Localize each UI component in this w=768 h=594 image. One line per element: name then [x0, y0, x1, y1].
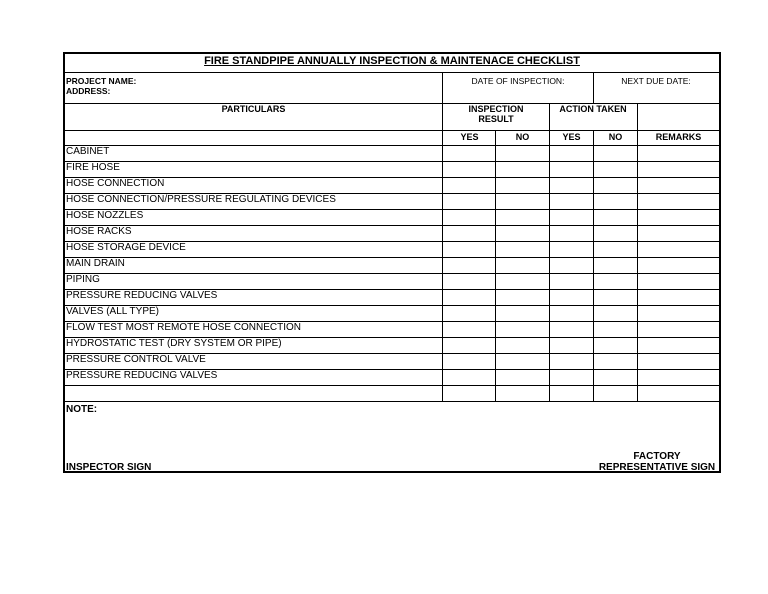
particulars-header: PARTICULARS	[221, 104, 286, 114]
item-row: CABINET	[66, 146, 110, 157]
note-label: NOTE:	[66, 404, 98, 415]
item-row: HOSE RACKS	[66, 226, 132, 237]
item-row: FLOW TEST MOST REMOTE HOSE CONNECTION	[66, 322, 302, 333]
item-row: PRESSURE CONTROL VALVE	[66, 354, 206, 365]
item-row: HOSE CONNECTION/PRESSURE REGULATING DEVICES	[66, 194, 336, 205]
next-due-date-label: NEXT DUE DATE:	[621, 76, 691, 86]
form-title: FIRE STANDPIPE ANNUALLY INSPECTION & MAINTENACE CHECKLIST	[204, 55, 580, 67]
inspection-checklist-form	[63, 52, 721, 473]
date-of-inspection-label: DATE OF INSPECTION:	[471, 76, 565, 86]
factory-representative-sign-label: FACTORY REPRESENTATIVE SIGN	[598, 451, 716, 473]
address-label: ADDRESS:	[66, 86, 111, 96]
item-row: HOSE CONNECTION	[66, 178, 165, 189]
item-row: VALVES (ALL TYPE)	[66, 306, 160, 317]
item-row: HOSE STORAGE DEVICE	[66, 242, 186, 253]
item-row: PRESSURE REDUCING VALVES	[66, 370, 218, 381]
action-yes-header: YES	[562, 132, 581, 142]
item-row: PIPING	[66, 274, 100, 285]
action-no-header: NO	[608, 132, 623, 142]
item-row: PRESSURE REDUCING VALVES	[66, 290, 218, 301]
project-name-label: PROJECT NAME:	[66, 76, 137, 86]
remarks-header: REMARKS	[655, 132, 702, 142]
inspection-result-header: INSPECTION RESULT	[468, 104, 524, 124]
item-row: HYDROSTATIC TEST (DRY SYSTEM OR PIPE)	[66, 338, 282, 349]
action-taken-header: ACTION TAKEN	[559, 104, 627, 114]
item-row: MAIN DRAIN	[66, 258, 125, 269]
item-row: HOSE NOZZLES	[66, 210, 144, 221]
inspection-no-header: NO	[515, 132, 530, 142]
inspection-yes-header: YES	[460, 132, 479, 142]
inspector-sign-label: INSPECTOR SIGN	[66, 462, 152, 473]
item-row: FIRE HOSE	[66, 162, 120, 173]
